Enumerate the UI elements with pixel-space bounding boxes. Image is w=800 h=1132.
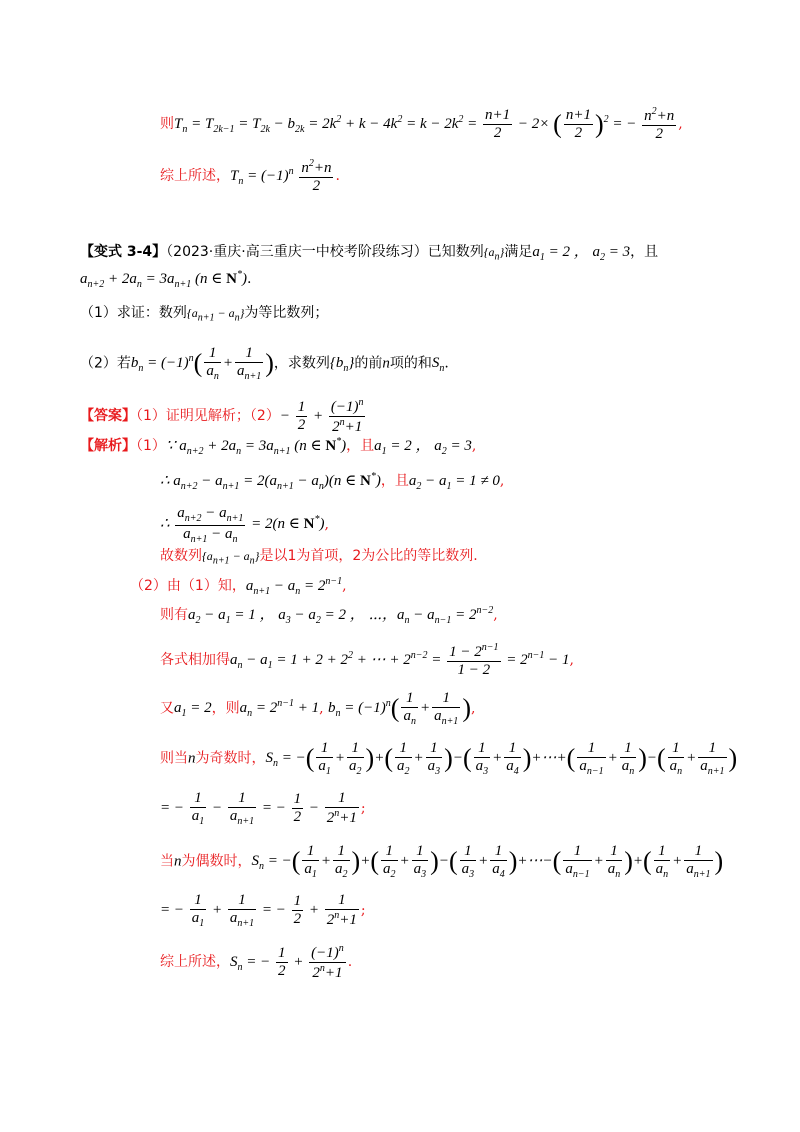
problem-line-1	[80, 245, 658, 263]
analysis-p2-label: （2）由（1）知，	[130, 578, 246, 594]
formula-n: n	[382, 355, 390, 372]
formula-seq-diff: $\{a_{n+1} - a_n\}$	[186, 306, 245, 324]
answer-tag: 【答案】	[80, 408, 136, 425]
answer-part1: （1）证明见解析；	[136, 408, 250, 425]
part2-tail-b: 项的和	[389, 355, 432, 372]
formula-sn-odd-result: = − $\frac{1}{a_1}$ − $\frac{1}{a_{n+1}}$ = − $\frac{1}{2}$ − $\frac{1}{2^n+1}$	[160, 790, 357, 828]
part1-tail: 为等比数列；	[244, 305, 329, 321]
analysis-also-text: 又	[160, 700, 174, 717]
problem-line-2: $a_{n+2} + 2a_n = 3a_{n+1}$ (n ∈ N*).	[80, 269, 252, 290]
formula-a1-value: $a_1 = 2$	[174, 700, 212, 720]
analysis-summary: 综上所述，	[160, 954, 230, 971]
analysis-conclusion-tail: 是以1为首项，2为公比的等比数列.	[259, 548, 478, 564]
analysis-line-12: = − $\frac{1}{a_1}$ + $\frac{1}{a_{n+1}}$ = − $\frac{1}{2}$ + $\frac{1}{2^n+1}$ ;	[160, 892, 366, 930]
analysis-and-text: ，且	[346, 438, 375, 454]
formula-a1-a2: $a_1 = 2$ ， $a_2 = 3$	[532, 244, 631, 263]
analysis-tag: 【解析】	[80, 438, 136, 454]
part1-label: （1）求证：数列	[80, 305, 187, 321]
part2-tail-a: 的前	[354, 355, 383, 372]
analysis-line-6: 则有$a_2 - a_1 = 1$ ， $a_3 - a_2 = 2$ ， ⋯，$a_n - a_{n-1} = 2^{n-2}$,	[160, 605, 498, 626]
analysis-odd-text: 为奇数时，	[195, 750, 266, 767]
formula-sn-odd: $S_n$ = −( $\frac{1}{a_1}$ + $\frac{1}{a_2}$ )+( $\frac{1}{a_2}$ + $\frac{1}{a_3}$ )−( $\frac{1}{a_3}$ + $\frac{1}{a_4}$ )+⋯+( $\frac{1}{a_{n-1}}$ + $\frac{1}{a_n}$ )−( $\frac{1}{a_n}$ + $\frac{1}{a_{n+1}}$ )	[265, 740, 738, 778]
formula-a1-a2-again: $a_1 = 2$ ， $a_2 = 3$	[374, 438, 472, 457]
problem-stem-c: ，且	[630, 244, 659, 260]
formula-recurrence: $a_{n+2} + 2a_n = 3a_{n+1}$ (n ∈ N*)	[80, 269, 247, 290]
formula-seq-bn: $\{b_n\}$	[329, 355, 355, 375]
formula-answer: − $\frac{1}{2}$ + $\frac{(-1)^n}{2^n+1}$	[279, 397, 364, 436]
part2-label: （2）若	[80, 355, 131, 372]
formula-bn-again: $b_n = (-1)^n$( $\frac{1}{a_n}$ + $\frac{1}{a_{n+1}}$ )	[328, 690, 471, 728]
top-line-1: 则$T_n = T_{2k-1} = T_{2k} - b_{2k} = 2k^2 + k - 4k^2 = k - 2k^2$ = $\frac{n+1}{2}$ − 2× ( $\frac{n+1}{2}$ )$^2$ = − $\frac{n^2+n}{2}$ ,	[160, 106, 683, 143]
analysis-line-11	[160, 843, 723, 881]
formula-therefore-1: ∴ $a_{n+2} - a_{n+1} = 2(a_{n+1} - a_n)(n$ ∈ N*)	[160, 471, 381, 492]
formula-tn-derivation: $T_n = T_{2k-1} = T_{2k} - b_{2k} = 2k^2 + k - 4k^2 = k - 2k^2$ = $\frac{n+1}{2}$ − 2× ( $\frac{n+1}{2}$ )$^2$ = − $\frac{n^2+n}{2}$	[174, 106, 675, 143]
top-line-1-prefix: 则	[160, 116, 174, 133]
analysis-conclusion: 故数列	[160, 548, 202, 564]
top-line-2: 综上所述，$T_n = (-1)^n$ $\frac{n^2+n}{2}$ .	[160, 158, 340, 195]
analysis-when-text: 则当	[160, 750, 188, 767]
problem-stem-a: 已知数列	[427, 244, 484, 260]
formula-seq-diff-2: $\{a_{n+1} - a_n\}$	[202, 549, 260, 567]
answer-part2-label: （2）	[249, 408, 280, 425]
problem-part1	[80, 306, 328, 323]
formula-sn-even-result: = − $\frac{1}{a_1}$ + $\frac{1}{a_{n+1}}$ = − $\frac{1}{2}$ + $\frac{1}{2^n+1}$	[160, 892, 357, 930]
analysis-when2-text: 当	[160, 853, 174, 870]
analysis-line-4	[160, 549, 478, 566]
formula-seq-an: $\{a_n\}$	[483, 245, 505, 263]
formula-because: ∵ $a_{n+2} + 2a_n = 3a_{n+1}$ (n ∈ N*)	[165, 436, 347, 457]
top-summary-label: 综上所述，	[160, 168, 230, 185]
formula-bn: $b_n = (-1)^n$( $\frac{1}{a_n}$ + $\frac{1}{a_{n+1}}$ )	[130, 345, 274, 383]
analysis-line-13: 综上所述，$S_n$ = − $\frac{1}{2}$ + $\frac{(-1)^n}{2^n+1}$ .	[160, 943, 353, 982]
problem-part2: （2）若$b_n = (-1)^n$( $\frac{1}{a_n}$ + $\frac{1}{a_{n+1}}$ )，求数列$\{b_n\}$的前n项的和$S_n$.	[80, 345, 449, 383]
analysis-sum-text: 各式相加得	[160, 652, 230, 669]
formula-n-odd: n	[188, 750, 196, 767]
analysis-then-have: 则有	[160, 607, 188, 623]
formula-an-value: $a_n = 2^{n-1} + 1$	[239, 698, 320, 720]
analysis-then-text: ，则	[211, 700, 240, 717]
formula-diff-general: $a_{n+1} - a_n = 2^{n-1}$	[245, 576, 343, 597]
analysis-line-2: ∴ $a_{n+2} - a_{n+1} = 2(a_{n+1} - a_n)(n$ ∈ N*)，且$a_2 - a_1 = 1 \ne 0$,	[160, 471, 505, 492]
analysis-and-text-2: ，且	[380, 473, 409, 489]
problem-stem-b: 满足	[504, 244, 533, 260]
formula-sum: $a_n - a_1 = 1 + 2 + 2^2$ + ⋯ + $2^{n-2}$ = $\frac{1 - 2^{n-1}}{1 - 2}$ = $2^{n-1} - 1$	[230, 642, 570, 679]
analysis-p1-label: （1）	[136, 438, 166, 454]
formula-tn-final: $T_n = (-1)^n$ $\frac{n^2+n}{2}$	[230, 158, 332, 195]
formula-sn-even: $S_n$ = −( $\frac{1}{a_1}$ + $\frac{1}{a_2}$ )+( $\frac{1}{a_2}$ + $\frac{1}{a_3}$ )−( $\frac{1}{a_3}$ + $\frac{1}{a_4}$ )+⋯−( $\frac{1}{a_{n-1}}$ + $\frac{1}{a_n}$ )+( $\frac{1}{a_n}$ + $\frac{1}{a_{n+1}}$ )	[251, 843, 724, 881]
analysis-line-9	[160, 740, 737, 778]
analysis-line-7: 各式相加得$a_n - a_1 = 1 + 2 + 2^2$ + ⋯ + $2^{n-2}$ = $\frac{1 - 2^{n-1}}{1 - 2}$ = $2^{n-1} - 1$,	[160, 642, 574, 679]
analysis-line-1: 【解析】（1）∵ $a_{n+2} + 2a_n = 3a_{n+1}$ (n ∈ N*)，且$a_1 = 2$ ， $a_2 = 3$,	[80, 436, 477, 457]
formula-ratio: ∴ $\frac{a_{n+2} - a_{n+1}}{a_{n+1} - a_n}$ = 2(n ∈ N*)	[160, 505, 325, 545]
formula-sn-final: $S_n$ = − $\frac{1}{2}$ + $\frac{(-1)^n}{2^n+1}$	[230, 943, 344, 982]
analysis-line-5: （2）由（1）知，$a_{n+1} - a_n = 2^{n-1}$,	[130, 576, 347, 597]
analysis-line-3: ∴ $\frac{a_{n+2} - a_{n+1}}{a_{n+1} - a_n}$ = 2(n ∈ N*),	[160, 505, 329, 545]
analysis-line-8: 又$a_1 = 2$，则$a_n = 2^{n-1} + 1$, $b_n = (-1)^n$( $\frac{1}{a_n}$ + $\frac{1}{a_{n+1}}$ ),	[160, 690, 476, 728]
analysis-even-text: 为偶数时，	[181, 853, 252, 870]
formula-diffs-list: $a_2 - a_1 = 1$ ， $a_3 - a_2 = 2$ ， ⋯，$a_n - a_{n-1} = 2^{n-2}$	[188, 605, 494, 626]
formula-n-even: n	[174, 853, 182, 870]
problem-source: （2023·重庆·高三重庆一中校考阶段练习）	[166, 244, 428, 260]
formula-sn: $S_n$	[431, 355, 445, 375]
part2-mid: ，求数列	[273, 355, 330, 372]
answer-line	[80, 397, 367, 437]
analysis-line-10: = − $\frac{1}{a_1}$ − $\frac{1}{a_{n+1}}$ = − $\frac{1}{2}$ − $\frac{1}{2^n+1}$ ;	[160, 790, 366, 828]
formula-a2-minus-a1: $a_2 - a_1 = 1 \ne 0$	[408, 473, 500, 492]
problem-tag: 【变式 3-4】	[80, 244, 167, 260]
